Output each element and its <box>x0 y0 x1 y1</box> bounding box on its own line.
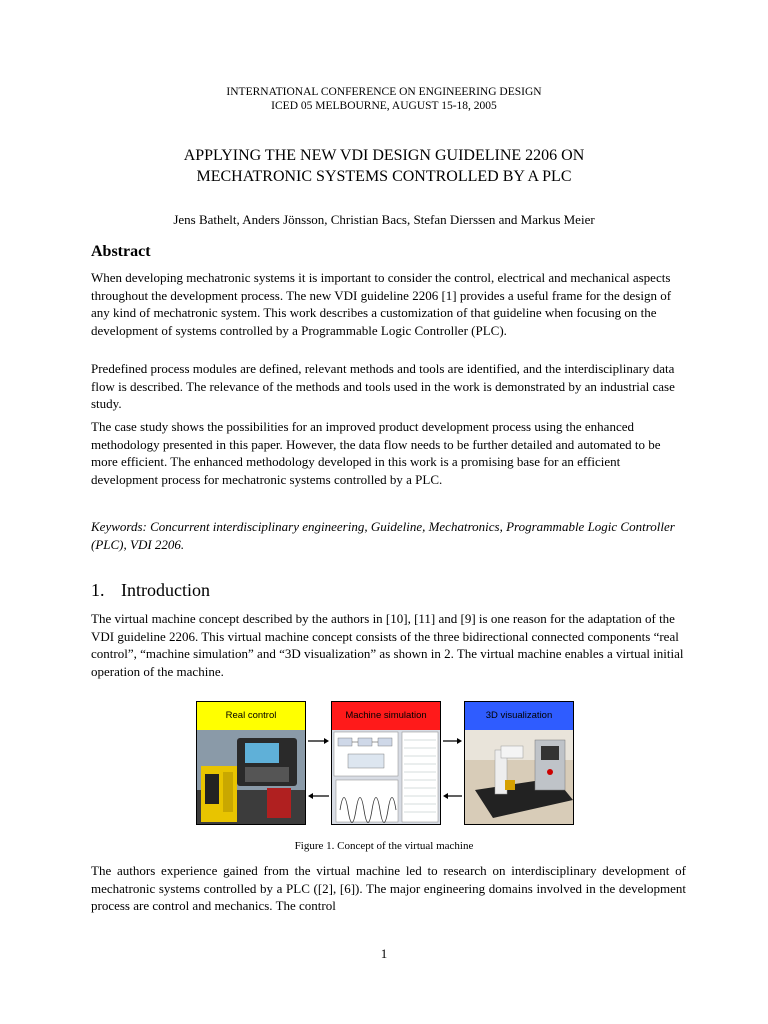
abstract-paragraph-3: The case study shows the possibilities for an improved product development process using the enhanced methodology presented in this paper. However, the data flow needs to be further detailed and automated to be more efficient. The enhanced methodology developed in this work is a promising base for an efficient development process for mechatronic systems controlled by a PLC. <box>91 419 661 487</box>
title-line-2: MECHATRONIC SYSTEMS CONTROLLED BY A PLC <box>196 168 572 185</box>
panel-label-3d-visualization: 3D visualization <box>465 702 573 731</box>
keywords: Keywords: Concurrent interdisciplinary engineering, Guideline, Mechatronics, Programmable Logic Controller (PLC), VDI 2206. <box>91 519 675 552</box>
arrows-simulation-to-visualization <box>441 701 464 825</box>
conference-header <box>0 85 768 113</box>
section-title: Introduction <box>121 580 210 600</box>
page-number: 1 <box>380 946 388 961</box>
panel-label-machine-simulation: Machine simulation <box>332 702 440 731</box>
conference-line-1: INTERNATIONAL CONFERENCE ON ENGINEERING DESIGN <box>226 86 542 98</box>
simulation-screenshot-image <box>332 730 440 824</box>
paper-title <box>0 145 768 187</box>
intro-paragraph-2: The authors experience gained from the virtual machine led to research on interdisciplinary development of mechatronic systems controlled by a PLC ([2], [6]). The major engineering domains involved in the development process are control and mechanics. The control <box>91 863 686 913</box>
section-number: 1. <box>91 580 105 600</box>
3d-model-image <box>465 730 573 824</box>
conference-line-2: ICED 05 MELBOURNE, AUGUST 15-18, 2005 <box>271 100 497 112</box>
arrows-real-to-simulation <box>306 701 331 825</box>
plc-hardware-image <box>197 730 305 824</box>
figure-caption: Figure 1. Concept of the virtual machine <box>294 840 474 852</box>
panel-3d-visualization <box>464 701 574 825</box>
panel-real-control <box>196 701 306 825</box>
section-heading-introduction <box>91 580 210 601</box>
figure-virtual-machine <box>196 701 576 825</box>
abstract-paragraph-1: When developing mechatronic systems it is important to consider the control, electrical and mechanical aspects throughout the development process. The new VDI guideline 2206 [1] provides a useful frame for the design of any kind of mechatronic system. This work describes a customization of that guideline when focusing on the development of systems controlled by a Programmable Logic Controller (PLC). <box>91 270 672 338</box>
abstract-paragraph-2: Predefined process modules are defined, relevant methods and tools are identified, and the interdisciplinary data flow is described. The relevance of the methods and tools used in the work is demonstrated by an industrial case study. <box>91 361 675 411</box>
panel-label-real-control: Real control <box>197 702 305 731</box>
authors: Jens Bathelt, Anders Jönsson, Christian Bacs, Stefan Dierssen and Markus Meier <box>173 212 595 227</box>
title-line-1: APPLYING THE NEW VDI DESIGN GUIDELINE 2206 ON <box>183 147 585 164</box>
abstract-heading: Abstract <box>91 243 151 260</box>
panel-machine-simulation <box>331 701 441 825</box>
intro-paragraph-1: The virtual machine concept described by the authors in [10], [11] and [9] is one reason for the adaptation of the VDI guideline 2206. This virtual machine concept consists of the three bidirectional connected components “real control”, “machine simulation” and “3D visualization” as shown in 2. The virtual machine enables a virtual initial operation of the machine. <box>91 611 684 679</box>
